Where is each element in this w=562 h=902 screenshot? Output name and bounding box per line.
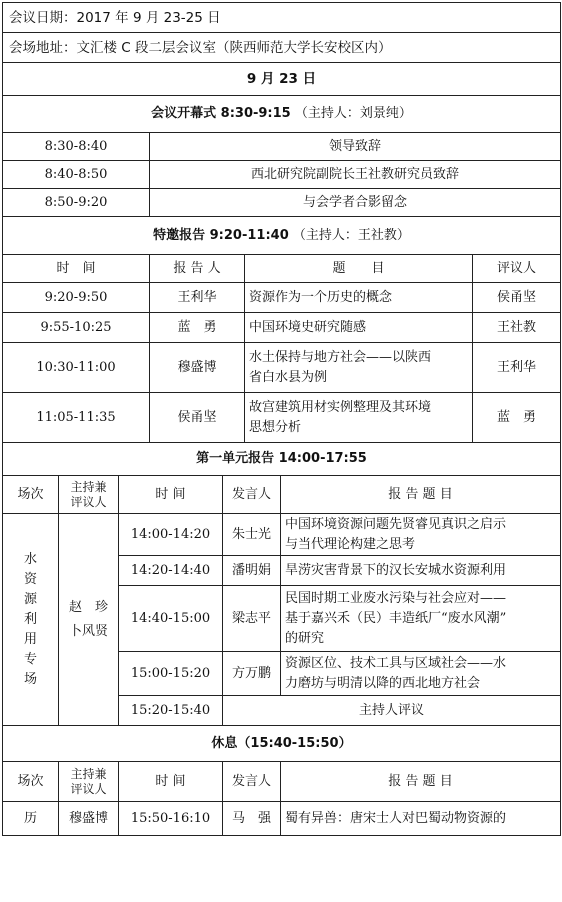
report-time: 14:20-14:40 bbox=[119, 556, 223, 586]
report-speaker: 潘明娟 bbox=[223, 556, 281, 586]
schedule-table-top bbox=[2, 2, 561, 443]
topic-line: 思想分析 bbox=[249, 419, 302, 435]
opening-item: 西北研究院副院长王社教研究员致辞 bbox=[150, 161, 561, 189]
report-speaker: 朱士光 bbox=[223, 514, 281, 556]
report-speaker: 王利华 bbox=[150, 283, 245, 313]
report-topic: 旱涝灾害背景下的汉长安城水资源利用 bbox=[281, 556, 561, 586]
opening-item: 与会学者合影留念 bbox=[150, 189, 561, 217]
topic-line: 的研究 bbox=[285, 630, 325, 646]
report-topic: 中国环境史研究随感 bbox=[245, 313, 473, 343]
report-time: 11:05-11:35 bbox=[3, 393, 150, 443]
host-header-line: 主持兼 bbox=[70, 766, 107, 781]
opening-title: 会议开幕式 8:30-9:15 bbox=[151, 106, 291, 121]
col-header-time: 时 间 bbox=[119, 762, 223, 802]
session-char: 用 bbox=[23, 631, 37, 647]
schedule-table-bottom bbox=[2, 442, 561, 836]
topic-line: 民国时期工业废水污染与社会应对—— bbox=[285, 590, 507, 606]
session-name bbox=[3, 514, 59, 726]
report-reviewer: 蓝 勇 bbox=[473, 393, 561, 443]
report-speaker: 马 强 bbox=[223, 802, 281, 836]
session-char: 场 bbox=[23, 671, 37, 687]
report-speaker: 蓝 勇 bbox=[150, 313, 245, 343]
col-header-session: 场次 bbox=[3, 762, 59, 802]
report-time: 15:50-16:10 bbox=[119, 802, 223, 836]
col-header-time: 时 间 bbox=[3, 255, 150, 283]
topic-line: 力磨坊与明清以降的西北地方社会 bbox=[285, 675, 481, 691]
report-topic bbox=[281, 514, 561, 556]
session-char: 源 bbox=[23, 591, 37, 607]
topic-line: 基于嘉兴禾（民）丰造纸厂“废水风潮” bbox=[285, 610, 507, 626]
report-topic: 蜀有异兽：唐宋士人对巴蜀动物资源的 bbox=[281, 802, 561, 836]
day-title: 9 月 23 日 bbox=[3, 63, 561, 96]
host-name: 赵 珍 bbox=[68, 599, 108, 615]
special-header bbox=[3, 217, 561, 255]
report-time: 10:30-11:00 bbox=[3, 343, 150, 393]
report-time: 9:20-9:50 bbox=[3, 283, 150, 313]
session-char: 水 bbox=[23, 551, 37, 567]
col-header-host bbox=[59, 762, 119, 802]
report-topic bbox=[245, 343, 473, 393]
col-header-host bbox=[59, 476, 119, 514]
col-header-speaker: 报 告 人 bbox=[150, 255, 245, 283]
unit1-header bbox=[3, 443, 561, 476]
topic-line: 省白水县为例 bbox=[249, 369, 328, 385]
report-topic: 资源作为一个历史的概念 bbox=[245, 283, 473, 313]
session-hosts bbox=[59, 514, 119, 726]
report-time: 15:00-15:20 bbox=[119, 652, 223, 696]
special-host: （主持人：王社教） bbox=[292, 227, 410, 243]
opening-time: 8:30-8:40 bbox=[3, 133, 150, 161]
report-topic bbox=[245, 393, 473, 443]
report-speaker: 侯甬坚 bbox=[150, 393, 245, 443]
host-header-line: 评议人 bbox=[70, 494, 107, 509]
opening-host: （主持人：刘景纯） bbox=[294, 106, 412, 121]
col-header-topic: 报 告 题 目 bbox=[281, 476, 561, 514]
table-row bbox=[3, 393, 561, 443]
report-reviewer: 侯甬坚 bbox=[473, 283, 561, 313]
report-reviewer: 王利华 bbox=[473, 343, 561, 393]
break-header bbox=[3, 726, 561, 762]
col-header-speaker: 发言人 bbox=[223, 762, 281, 802]
opening-item: 领导致辞 bbox=[150, 133, 561, 161]
col-header-reviewer: 评议人 bbox=[473, 255, 561, 283]
opening-time: 8:50-9:20 bbox=[3, 189, 150, 217]
topic-line: 水土保持与地方社会——以陕西 bbox=[249, 349, 432, 365]
review-time: 15:20-15:40 bbox=[119, 696, 223, 726]
report-speaker: 梁志平 bbox=[223, 586, 281, 652]
table-row bbox=[3, 343, 561, 393]
report-speaker: 方万鹏 bbox=[223, 652, 281, 696]
host-header-line: 主持兼 bbox=[70, 479, 107, 494]
report-reviewer: 王社教 bbox=[473, 313, 561, 343]
col-header-session: 场次 bbox=[3, 476, 59, 514]
session-char: 专 bbox=[23, 651, 37, 667]
report-topic bbox=[281, 586, 561, 652]
schedule-page bbox=[2, 2, 560, 836]
table-row bbox=[3, 802, 561, 836]
table-row bbox=[3, 514, 561, 556]
unit1-title: 第一单元报告 14:00-17:55 bbox=[196, 451, 367, 466]
session-name: 历 bbox=[3, 802, 59, 836]
review-label: 主持人评议 bbox=[223, 696, 561, 726]
col-header-topic: 题 目 bbox=[245, 255, 473, 283]
opening-header bbox=[3, 96, 561, 133]
table-row bbox=[3, 283, 561, 313]
report-topic bbox=[281, 652, 561, 696]
report-time: 9:55-10:25 bbox=[3, 313, 150, 343]
meeting-venue: 会场地址：文汇楼 C 段二层会议室（陕西师范大学长安校区内） bbox=[3, 33, 561, 63]
report-speaker: 穆盛博 bbox=[150, 343, 245, 393]
report-time: 14:00-14:20 bbox=[119, 514, 223, 556]
host-name: 卜风贤 bbox=[68, 623, 108, 639]
table-row bbox=[3, 313, 561, 343]
session-host: 穆盛博 bbox=[59, 802, 119, 836]
topic-line: 故宫建筑用材实例整理及其环境 bbox=[249, 399, 432, 415]
session-char: 资 bbox=[23, 571, 37, 587]
col-header-topic: 报 告 题 目 bbox=[281, 762, 561, 802]
meeting-date: 会议日期：2017 年 9 月 23-25 日 bbox=[3, 3, 561, 33]
break-title: 休息（15:40-15:50） bbox=[211, 735, 352, 751]
col-header-time: 时 间 bbox=[119, 476, 223, 514]
host-header-line: 评议人 bbox=[70, 781, 107, 796]
topic-line: 资源区位、技术工具与区域社会——水 bbox=[285, 655, 507, 671]
session-char: 利 bbox=[23, 611, 37, 627]
special-title: 特邀报告 9:20-11:40 bbox=[153, 227, 289, 243]
col-header-speaker: 发言人 bbox=[223, 476, 281, 514]
opening-time: 8:40-8:50 bbox=[3, 161, 150, 189]
report-time: 14:40-15:00 bbox=[119, 586, 223, 652]
topic-line: 中国环境资源问题先贤睿见真识之启示 bbox=[285, 516, 507, 532]
topic-line: 与当代理论构建之思考 bbox=[285, 536, 416, 552]
